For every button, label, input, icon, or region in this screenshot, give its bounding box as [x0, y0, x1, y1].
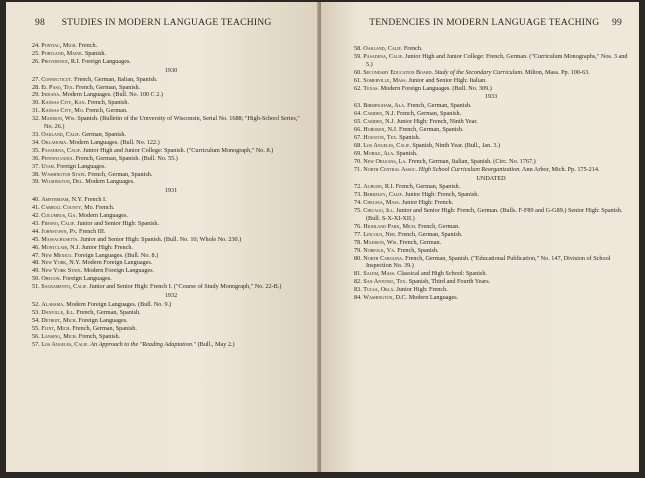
- bibliography-entry: [354, 183, 628, 191]
- entry-text: French, German.: [84, 107, 128, 115]
- entry-text: French, German, Spanish.: [70, 324, 137, 332]
- entry-place: Lansing, Mich.: [41, 332, 78, 340]
- entry-number: 69.: [354, 149, 362, 157]
- entry-place: Massachusetts.: [41, 235, 79, 243]
- bibliography-entry: [32, 275, 310, 283]
- entry-place: Salem, Mass.: [363, 270, 396, 278]
- bibliography-entry: [32, 283, 310, 291]
- bibliography-entry: [32, 244, 310, 252]
- entry-number: 62.: [354, 84, 362, 92]
- bibliography-entry: [354, 158, 628, 166]
- entry-place: Los Angeles, Calif.: [363, 141, 411, 149]
- bibliography-entry: [354, 231, 628, 239]
- entry-place: Somerville, Mass.: [363, 76, 407, 84]
- entry-text: French.: [94, 204, 115, 212]
- entry-text: Modern Foreign Languages. (Bull. No. 309.): [379, 84, 492, 92]
- entry-place: Houston, Tex.: [363, 133, 398, 141]
- entry-number: 78.: [354, 238, 362, 246]
- entry-number: 35.: [32, 146, 40, 154]
- entry-number: 33.: [32, 130, 40, 138]
- entry-number: 56.: [32, 332, 40, 340]
- entry-text: Modern Foreign Languages.: [82, 267, 155, 275]
- year-heading: 1931: [164, 187, 178, 195]
- entry-place: Oakland, Calif.: [363, 45, 403, 52]
- entry-text: French, German, Spanish.: [394, 183, 461, 191]
- entry-text: French, German, Spanish.: [395, 110, 462, 118]
- entry-number: 80.: [354, 254, 362, 262]
- bibliography-entry: [32, 267, 310, 275]
- entry-text: Spanish.: [394, 149, 418, 157]
- bibliography-entry: [32, 131, 310, 139]
- entry-number: 38.: [32, 170, 40, 178]
- entry-place: Kansas City, Kan.: [41, 99, 87, 107]
- bibliography-entry: [32, 107, 310, 115]
- entry-text: Modern Foreign Languages. (Bull. No. 9.): [64, 301, 172, 308]
- bibliography-entry: [354, 77, 628, 85]
- bibliography-entry: [32, 50, 310, 58]
- entry-place: Hoboken, N.J.: [363, 126, 398, 134]
- entry-number: 82.: [354, 278, 362, 286]
- entry-place: Oklahoma.: [41, 138, 68, 146]
- entry-text: Spanish. (Bulletin of the University of Wisconsin, Serial No. 1688; "High-School Series," No. 26.): [44, 115, 300, 131]
- bibliography-entry: [354, 142, 628, 150]
- entry-place: Flint, Mich.: [41, 324, 71, 332]
- entry-text: Foreign Languages.: [80, 57, 131, 65]
- year-heading: 1933: [484, 93, 498, 101]
- entry-place: Tulsa, Okla.: [363, 286, 395, 294]
- entry-text: French, German, Spanish.: [396, 230, 463, 238]
- entry-number: 49.: [32, 267, 40, 275]
- entry-number: 77.: [354, 230, 362, 238]
- entry-text: French, German, Spanish.: [74, 308, 141, 316]
- entry-place: Carroll County, Md.: [41, 204, 95, 212]
- bibliography-entry: [32, 171, 310, 179]
- entry-text: French, Spanish.: [77, 332, 121, 340]
- entry-number: 75.: [354, 207, 362, 215]
- entry-text: Modern Languages. (Bull. No. 100 C 2.): [60, 91, 163, 99]
- entry-text: Foreign Languages.: [77, 316, 128, 324]
- year-heading: 1930: [164, 66, 178, 74]
- entry-number: 59.: [354, 52, 362, 60]
- bibliography-entry: [32, 317, 310, 325]
- bibliography-entry: [32, 212, 310, 220]
- entry-text: Junior and Senior High: French I. ("Course of Study Monograph," No. 22-B.): [87, 283, 282, 291]
- bibliography-entry: [354, 223, 628, 231]
- entry-place: Chicago, Ill.: [363, 207, 395, 215]
- entry-text: French, German, Spanish.: [86, 170, 153, 178]
- entry-title: High School Curriculum Reorganization.: [417, 165, 521, 173]
- bibliography-entry: [354, 270, 628, 278]
- entry-text: Milton, Mass. Pp. 100-63.: [523, 68, 590, 76]
- entry-number: 27.: [32, 75, 40, 83]
- bibliography-list-left: [32, 42, 310, 348]
- entry-number: 63.: [354, 102, 362, 110]
- entry-place: Birmingham, Ala.: [363, 102, 406, 110]
- entry-text: Ann Arbor, Mich. Pp. 175-214.: [520, 165, 600, 173]
- entry-place: Pennsylvania.: [41, 154, 75, 162]
- entry-number: 61.: [354, 76, 362, 84]
- entry-number: 79.: [354, 246, 362, 254]
- bibliography-entry: [354, 110, 628, 118]
- bibliography-entry: [32, 42, 310, 50]
- page-number: 99: [612, 17, 622, 28]
- entry-place: Auburn, R.I.: [363, 183, 395, 191]
- entry-text: French, Spanish.: [395, 246, 439, 254]
- bibliography-entry: [354, 134, 628, 142]
- entry-number: 73.: [354, 191, 362, 199]
- bibliography-entry: [32, 228, 310, 236]
- bibliography-entry: [32, 309, 310, 317]
- bibliography-entry: [32, 252, 310, 260]
- bibliography-entry: [32, 178, 310, 186]
- entry-text: French.: [76, 42, 98, 49]
- entry-place: Kansas City, Mo.: [41, 107, 85, 115]
- running-head-right: [350, 17, 622, 28]
- bibliography-entry: [354, 247, 628, 255]
- bibliography-entry: [354, 239, 628, 247]
- entry-number: 29.: [32, 91, 40, 99]
- bibliography-entry: [354, 166, 628, 174]
- entry-number: 44.: [32, 227, 40, 235]
- entry-number: 34.: [32, 138, 40, 146]
- entry-number: 84.: [354, 294, 362, 302]
- entry-text: French, German, Spanish.: [397, 126, 464, 134]
- entry-place: Camden, N.J.: [363, 118, 396, 126]
- entry-place: Madison, Wis.: [363, 238, 398, 246]
- entry-number: 36.: [32, 154, 40, 162]
- bibliography-entry: [32, 196, 310, 204]
- entry-place: Washington State.: [41, 170, 87, 178]
- entry-place: Highland Park, Mich.: [363, 222, 417, 230]
- right-page: [321, 2, 639, 472]
- bibliography-entry: [32, 220, 310, 228]
- entry-place: Pasadena, Calif.: [41, 146, 82, 154]
- entry-text: Spanish, Ninth Year. (Bull., Jan. 3.): [410, 141, 501, 149]
- entry-text: Junior and Senior High: Spanish. (Bull. No. 10; Whole No. 230.): [78, 235, 242, 243]
- entry-title: Study of the Secondary Curriculum.: [433, 68, 524, 76]
- entry-number: 53.: [32, 308, 40, 316]
- entry-text: Modern Languages.: [76, 212, 129, 220]
- entry-number: 64.: [354, 110, 362, 118]
- entry-number: 54.: [32, 316, 40, 324]
- running-head-title: TENDENCIES IN MODERN LANGUAGE TEACHING: [369, 17, 600, 28]
- entry-number: 76.: [354, 222, 362, 230]
- entry-number: 31.: [32, 107, 40, 115]
- entry-number: 72.: [354, 183, 362, 191]
- entry-text: (Bull., May 2.): [196, 340, 235, 348]
- page-number: 98: [35, 17, 45, 28]
- bibliography-entry: [32, 236, 310, 244]
- entry-text: Modern Foreign Languages.: [80, 259, 153, 267]
- entry-place: Indiana.: [41, 91, 61, 99]
- entry-place: San Antonio, Tex.: [363, 278, 408, 286]
- bibliography-entry: [354, 53, 628, 69]
- entry-text: Junior High: French, Spanish.: [403, 191, 479, 199]
- entry-number: 50.: [32, 275, 40, 283]
- entry-text: Junior High: French.: [400, 199, 454, 207]
- entry-place: Lincoln, Neb.: [363, 230, 397, 238]
- bibliography-entry: [354, 286, 628, 294]
- entry-number: 74.: [354, 199, 362, 207]
- bibliography-entry: [354, 69, 628, 77]
- entry-place: Secondary Education Board.: [363, 68, 434, 76]
- bibliography-entry: [354, 45, 628, 53]
- entry-place: Portland, Maine.: [41, 49, 84, 57]
- entry-number: 45.: [32, 235, 40, 243]
- entry-number: 71.: [354, 165, 362, 173]
- entry-number: 68.: [354, 141, 362, 149]
- bibliography-entry: [32, 259, 310, 267]
- entry-text: French, German, Italian, Spanish.: [72, 75, 158, 83]
- bibliography-entry: [32, 147, 310, 155]
- bibliography-entry: [32, 115, 310, 131]
- entry-number: 66.: [354, 126, 362, 134]
- entry-place: Utah.: [41, 162, 56, 170]
- left-page: [6, 2, 319, 472]
- entry-text: Foreign Languages.: [61, 275, 112, 283]
- entry-text: French, German, Spanish.: [405, 102, 472, 110]
- entry-number: 30.: [32, 99, 40, 107]
- bibliography-entry: [354, 207, 628, 223]
- bibliography-entry: [32, 139, 310, 147]
- entry-number: 47.: [32, 251, 40, 259]
- entry-number: 26.: [32, 57, 40, 65]
- entry-number: 65.: [354, 118, 362, 126]
- entry-text: French, German.: [416, 222, 460, 230]
- bibliography-entry: [354, 199, 628, 207]
- entry-place: Mobile, Ala.: [363, 149, 395, 157]
- entry-text: French, German, Spanish. (Bull. No. 55.): [74, 154, 178, 162]
- entry-place: Wilmington, Del.: [41, 178, 84, 186]
- entry-number: 83.: [354, 286, 362, 294]
- entry-place: Washington, D.C.: [363, 294, 408, 302]
- bibliography-entry: [354, 191, 628, 199]
- entry-text: Modern Languages.: [407, 294, 459, 302]
- entry-place: Los Angeles, Calif.: [41, 340, 89, 348]
- entry-number: 55.: [32, 324, 40, 332]
- entry-place: New Mexico.: [41, 251, 73, 259]
- entry-number: 52.: [32, 301, 40, 308]
- entry-text: French I.: [82, 196, 107, 204]
- entry-number: 40.: [32, 196, 40, 204]
- entry-text: Junior High: French.: [80, 243, 134, 251]
- entry-number: 41.: [32, 204, 40, 212]
- entry-place: Alabama.: [41, 301, 65, 308]
- entry-place: Fresno, Calif.: [41, 219, 76, 227]
- running-head-left: [35, 17, 307, 28]
- entry-place: Norfolk, Va.: [363, 246, 396, 254]
- bibliography-entry: [32, 99, 310, 107]
- entry-title: An Approach to the "Reading Adaptation.": [88, 340, 197, 348]
- entry-place: Oakland, Calif.: [41, 130, 81, 138]
- entry-text: Spanish.: [397, 133, 421, 141]
- entry-text: Classical and High School: Spanish.: [395, 270, 487, 278]
- bibliography-entry: [32, 155, 310, 163]
- bibliography-entry: [32, 58, 310, 66]
- bibliography-entry: [354, 255, 628, 271]
- entry-place: Madison, Wis.: [41, 115, 76, 123]
- bibliography-entry: [354, 278, 628, 286]
- entry-text: Modern Languages.: [83, 178, 135, 186]
- bibliography-entry: [32, 204, 310, 212]
- bibliography-entry: [32, 301, 310, 309]
- entry-number: 70.: [354, 157, 362, 165]
- entry-place: Connecticut.: [41, 75, 73, 83]
- entry-text: French III.: [77, 227, 106, 235]
- entry-place: Camden, N.J.: [363, 110, 396, 118]
- entry-place: Danville, Ill.: [41, 308, 75, 316]
- entry-place: New York, N.Y.: [41, 259, 81, 267]
- entry-number: 24.: [32, 42, 40, 49]
- entry-text: French.: [402, 45, 423, 52]
- entry-place: Chelsea, Mass.: [363, 199, 401, 207]
- entry-number: 60.: [354, 68, 362, 76]
- year-heading: 1932: [164, 292, 178, 300]
- entry-text: German, Spanish.: [80, 130, 127, 138]
- entry-text: French, German, Spanish. ("Educational Publication," No. 147, Division of School Inspection No. 39.): [366, 254, 611, 270]
- entry-text: Spanish.: [83, 49, 106, 57]
- bibliography-entry: [354, 150, 628, 158]
- entry-text: Modern Languages. (Bull. No. 122.): [67, 138, 160, 146]
- entry-text: Foreign Languages.: [55, 162, 106, 170]
- entry-place: North Central Assoc.: [363, 165, 418, 173]
- entry-number: 32.: [32, 115, 40, 123]
- entry-place: Berkeley, Calif.: [363, 191, 404, 199]
- entry-text: Junior High: French.: [394, 286, 448, 294]
- entry-number: 57.: [32, 340, 40, 348]
- entry-number: 46.: [32, 243, 40, 251]
- entry-place: Johnstown, Pa.: [41, 227, 78, 235]
- entry-place: Providence, R.I.: [41, 57, 81, 65]
- entry-place: Texas.: [363, 84, 380, 92]
- entry-place: Columbus, Ga.: [41, 212, 77, 220]
- entry-place: Montclair, N.J.: [41, 243, 81, 251]
- running-head-title: STUDIES IN MODERN LANGUAGE TEACHING: [61, 17, 272, 28]
- bibliography-entry: [32, 325, 310, 333]
- year-heading: UNDATED: [476, 174, 506, 182]
- entry-place: El Paso, Tex.: [41, 83, 75, 91]
- entry-text: Junior and Senior High: French, German. (Bulls. F-F89 and G-G89.) Senior High: Spanish. (Bull. S-X-XI-XII.): [366, 207, 623, 223]
- entry-number: 81.: [354, 270, 362, 278]
- entry-number: 58.: [354, 45, 362, 52]
- entry-text: Junior and Senior High: Italian.: [407, 76, 487, 84]
- bibliography-entry: [354, 118, 628, 126]
- entry-text: French, German, Italian, Spanish. (Circ. No. 1767.): [406, 157, 536, 165]
- entry-number: 42.: [32, 212, 40, 220]
- bibliography-entry: [32, 163, 310, 171]
- bibliography-entry: [32, 333, 310, 341]
- entry-number: 37.: [32, 162, 40, 170]
- entry-text: Junior High and Junior College: Spanish. ("Curriculum Monograph," No. 8.): [81, 146, 274, 154]
- entry-place: New York State.: [41, 267, 83, 275]
- entry-number: 51.: [32, 283, 40, 291]
- entry-text: Junior High: French, Ninth Year.: [395, 118, 478, 126]
- bibliography-entry: [354, 294, 628, 302]
- entry-number: 25.: [32, 49, 40, 57]
- bibliography-entry: [32, 84, 310, 92]
- entry-text: Foreign Languages. (Bull. No. 8.): [72, 251, 159, 259]
- entry-number: 39.: [32, 178, 40, 186]
- entry-text: French, German, Spanish.: [74, 83, 141, 91]
- entry-place: Oregon.: [41, 275, 62, 283]
- entry-number: 48.: [32, 259, 40, 267]
- entry-number: 28.: [32, 83, 40, 91]
- entry-place: Sacramento, Calif.: [41, 283, 88, 291]
- entry-text: Junior High and Junior College: French, German. ("Curriculum Monographs," Nos. 3 and 5.): [366, 52, 628, 68]
- entry-number: 43.: [32, 219, 40, 227]
- entry-text: French, German.: [397, 238, 442, 246]
- entry-place: North Carolina.: [363, 254, 404, 262]
- entry-place: Pontiac, Mich.: [41, 42, 77, 49]
- entry-place: Pasadena, Calif.: [363, 52, 404, 60]
- entry-text: Spanish, Third and Fourth Years.: [407, 278, 491, 286]
- bibliography-entry: [354, 85, 628, 93]
- bibliography-entry: [354, 102, 628, 110]
- bibliography-entry: [354, 126, 628, 134]
- bibliography-entry: [32, 341, 310, 349]
- bibliography-entry: [32, 91, 310, 99]
- entry-place: Amsterdam, N.Y.: [41, 196, 83, 204]
- entry-number: 67.: [354, 133, 362, 141]
- bibliography-list-right: [354, 45, 628, 302]
- entry-place: New Orleans, La.: [363, 157, 407, 165]
- entry-text: Junior and Senior High: Spanish.: [75, 219, 160, 227]
- bibliography-entry: [32, 76, 310, 84]
- entry-text: French, Spanish.: [86, 99, 130, 107]
- entry-place: Detroit, Mich.: [41, 316, 77, 324]
